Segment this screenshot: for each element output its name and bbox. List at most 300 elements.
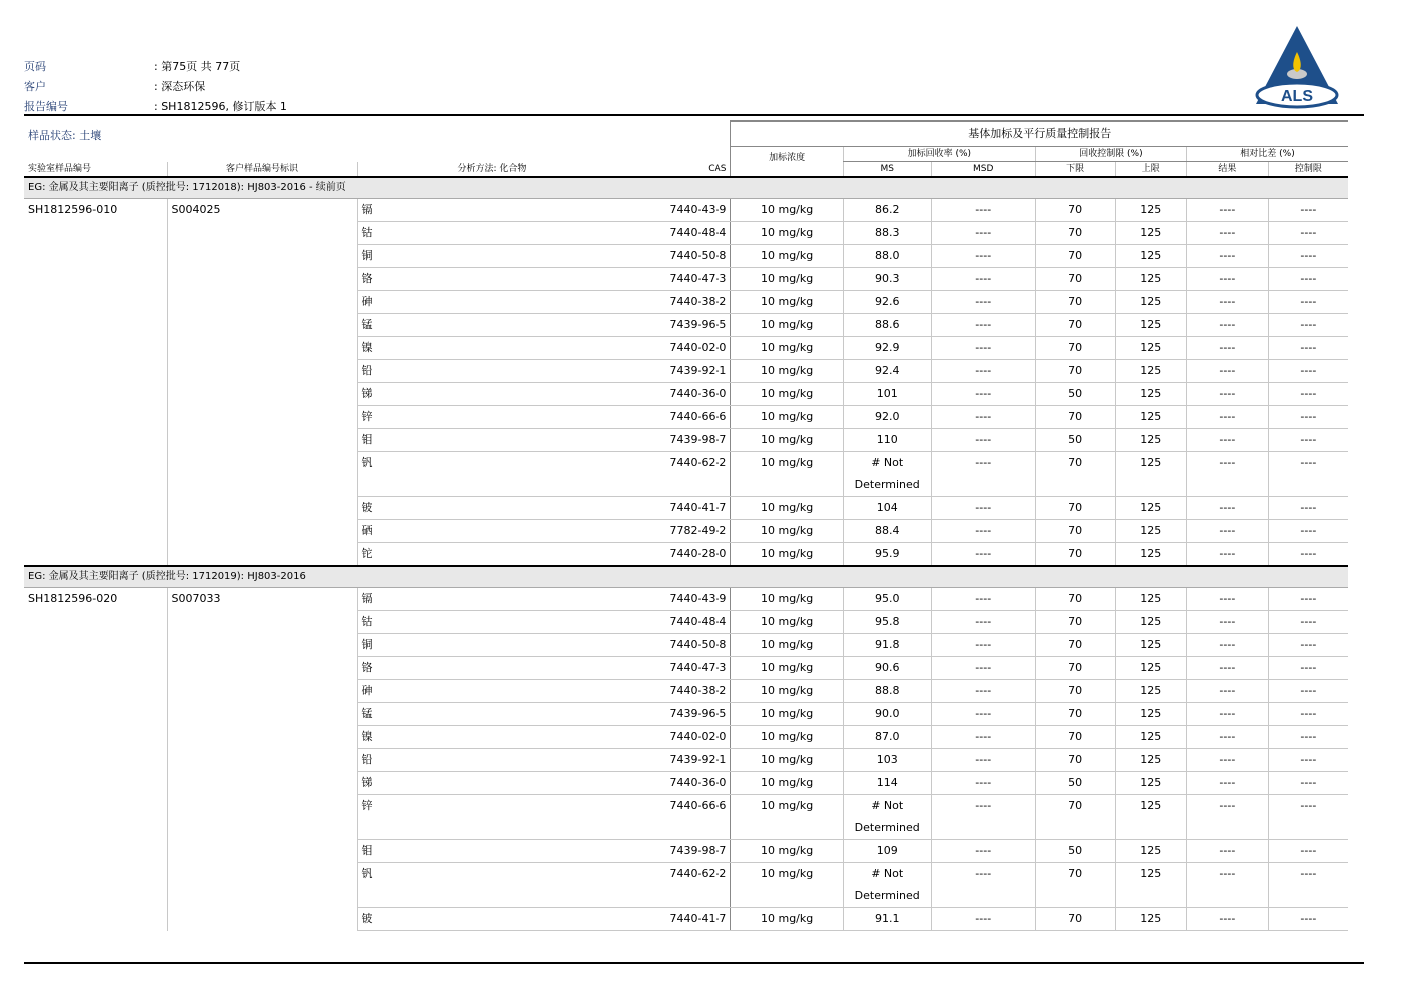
client-sample-id: S007033 [167, 588, 357, 931]
high-limit: 125 [1115, 634, 1187, 657]
rpd-result: ---- [1187, 268, 1269, 291]
bottom-rule [24, 962, 1364, 964]
lab-sample-id: SH1812596-020 [28, 592, 118, 605]
cas-number: 7440-02-0 [669, 341, 727, 354]
table-row [24, 199, 1348, 222]
cas-number: 7440-38-2 [669, 295, 727, 308]
rpd-result: ---- [1187, 611, 1269, 634]
high-limit: 125 [1115, 588, 1187, 611]
msd-value: ---- [931, 543, 1035, 567]
high-limit: 125 [1115, 703, 1187, 726]
msd-value: ---- [931, 657, 1035, 680]
msd-value: ---- [931, 268, 1035, 291]
high-limit: 125 [1115, 749, 1187, 772]
ms-value: 92.9 [843, 337, 931, 360]
rpd-result: ---- [1187, 337, 1269, 360]
rpd-limit: ---- [1268, 520, 1348, 543]
analyte-cell [357, 314, 731, 337]
msd-value: ---- [931, 840, 1035, 863]
msd-value: ---- [931, 314, 1035, 337]
low-limit: 70 [1035, 452, 1115, 497]
lab-sample-id: SH1812596-010 [28, 203, 118, 216]
spike-conc: 10 mg/kg [731, 520, 843, 543]
cas-number: 7440-36-0 [669, 387, 727, 400]
analyte-name: 锰 [361, 707, 373, 720]
rpd-limit: ---- [1268, 772, 1348, 795]
spike-conc: 10 mg/kg [731, 795, 843, 840]
cas-number: 7439-98-7 [669, 844, 727, 857]
high-limit: 125 [1115, 222, 1187, 245]
spike-conc: 10 mg/kg [731, 588, 843, 611]
client-id-header: 客户样品编号标识 [167, 162, 357, 178]
cas-number: 7440-66-6 [669, 799, 727, 812]
high-limit: 125 [1115, 291, 1187, 314]
cas-number: 7440-66-6 [669, 410, 727, 423]
rpd-result: ---- [1187, 908, 1269, 931]
cas-number: 7782-49-2 [669, 524, 727, 537]
high-limit: 125 [1115, 429, 1187, 452]
analyte-cell [357, 840, 731, 863]
cas-number: 7440-50-8 [669, 249, 727, 262]
rpd-limit: ---- [1268, 863, 1348, 908]
logo-text: ALS [1281, 88, 1313, 105]
analyte-name: 铜 [361, 249, 373, 262]
msd-value: ---- [931, 863, 1035, 908]
rpd-result: ---- [1187, 772, 1269, 795]
analyte-name: 锑 [361, 776, 373, 789]
msd-value: ---- [931, 452, 1035, 497]
ms-value: 92.6 [843, 291, 931, 314]
rpd-result: ---- [1187, 588, 1269, 611]
analyte-name: 铅 [361, 753, 373, 766]
rpd-limit: ---- [1268, 429, 1348, 452]
rpd-limit: ---- [1268, 245, 1348, 268]
section-header [24, 566, 1348, 588]
analyte-cell [357, 772, 731, 795]
cas-number: 7440-47-3 [669, 272, 727, 285]
client-label: 客户 [24, 80, 46, 93]
high-limit: 125 [1115, 863, 1187, 908]
low-limit: 70 [1035, 520, 1115, 543]
low-header: 下限 [1035, 162, 1115, 178]
rpd-result: ---- [1187, 497, 1269, 520]
spike-conc: 10 mg/kg [731, 199, 843, 222]
spike-conc: 10 mg/kg [731, 291, 843, 314]
cas-number: 7439-92-1 [669, 753, 727, 766]
analyte-cell [357, 245, 731, 268]
high-limit: 125 [1115, 383, 1187, 406]
rpd-limit: ---- [1268, 222, 1348, 245]
low-limit: 50 [1035, 840, 1115, 863]
rpd-limit: ---- [1268, 703, 1348, 726]
analyte-name: 钼 [361, 844, 373, 857]
rpd-result: ---- [1187, 840, 1269, 863]
analyte-cell [357, 337, 731, 360]
cas-number: 7440-41-7 [669, 912, 727, 925]
rpd-limit: ---- [1268, 360, 1348, 383]
analyte-cell [357, 680, 731, 703]
ms-value: 90.6 [843, 657, 931, 680]
spike-conc: 10 mg/kg [731, 268, 843, 291]
low-limit: 70 [1035, 749, 1115, 772]
high-limit: 125 [1115, 268, 1187, 291]
high-limit: 125 [1115, 795, 1187, 840]
low-limit: 70 [1035, 497, 1115, 520]
ms-value: # Not Determined [843, 795, 931, 840]
report-label: 报告编号 [24, 100, 68, 113]
analyte-cell [357, 726, 731, 749]
analyte-cell [357, 703, 731, 726]
high-limit: 125 [1115, 840, 1187, 863]
client-sample-id: S004025 [167, 199, 357, 567]
analyte-name: 锌 [361, 799, 373, 812]
ms-value: 95.8 [843, 611, 931, 634]
high-limit: 125 [1115, 520, 1187, 543]
control-header: 回收控制限 (%) [1035, 147, 1186, 162]
table-row [24, 588, 1348, 611]
cas-number: 7440-48-4 [669, 226, 727, 239]
ms-value: # Not Determined [843, 452, 931, 497]
msd-value: ---- [931, 245, 1035, 268]
low-limit: 70 [1035, 726, 1115, 749]
analyte-cell [357, 497, 731, 520]
rpd-limit: ---- [1268, 452, 1348, 497]
msd-value: ---- [931, 634, 1035, 657]
analyte-name: 镍 [361, 341, 373, 354]
msd-value: ---- [931, 429, 1035, 452]
analyte-cell [357, 291, 731, 314]
recovery-header: 加标回收率 (%) [843, 147, 1035, 162]
spike-conc: 10 mg/kg [731, 222, 843, 245]
cas-number: 7439-92-1 [669, 364, 727, 377]
analyte-cell [357, 429, 731, 452]
rpd-limit: ---- [1268, 908, 1348, 931]
low-limit: 70 [1035, 291, 1115, 314]
rpd-limit: ---- [1268, 497, 1348, 520]
analyte-name: 硒 [361, 524, 373, 537]
analyte-cell [357, 657, 731, 680]
analyte-name: 铍 [361, 501, 373, 514]
rpd-result: ---- [1187, 749, 1269, 772]
spike-conc: 10 mg/kg [731, 749, 843, 772]
cas-number: 7440-50-8 [669, 638, 727, 651]
low-limit: 70 [1035, 222, 1115, 245]
cas-number: 7440-43-9 [669, 592, 727, 605]
analyte-cell [357, 611, 731, 634]
low-limit: 70 [1035, 268, 1115, 291]
high-limit: 125 [1115, 611, 1187, 634]
ms-value: 92.4 [843, 360, 931, 383]
ms-value: 90.0 [843, 703, 931, 726]
rpd-limit: ---- [1268, 337, 1348, 360]
spike-conc: 10 mg/kg [731, 314, 843, 337]
low-limit: 70 [1035, 680, 1115, 703]
ms-value: 110 [843, 429, 931, 452]
analyte-cell [357, 222, 731, 245]
msd-value: ---- [931, 199, 1035, 222]
analyte-name: 铜 [361, 638, 373, 651]
ms-value: 86.2 [843, 199, 931, 222]
msd-value: ---- [931, 406, 1035, 429]
high-limit: 125 [1115, 726, 1187, 749]
rpd-result: ---- [1187, 863, 1269, 908]
low-limit: 70 [1035, 406, 1115, 429]
cas-number: 7440-62-2 [669, 456, 727, 469]
low-limit: 70 [1035, 634, 1115, 657]
analyte-cell [357, 749, 731, 772]
low-limit: 70 [1035, 314, 1115, 337]
rpd-limit: ---- [1268, 611, 1348, 634]
low-limit: 70 [1035, 245, 1115, 268]
rpd-result: ---- [1187, 726, 1269, 749]
rpd-result: ---- [1187, 703, 1269, 726]
high-limit: 125 [1115, 245, 1187, 268]
spike-conc: 10 mg/kg [731, 634, 843, 657]
analyte-name: 钒 [361, 867, 373, 880]
spike-conc: 10 mg/kg [731, 360, 843, 383]
limit-header: 控制限 [1268, 162, 1348, 178]
rpd-result: ---- [1187, 680, 1269, 703]
ms-value: 92.0 [843, 406, 931, 429]
rpd-result: ---- [1187, 245, 1269, 268]
ms-value: 88.6 [843, 314, 931, 337]
analyte-cell [357, 406, 731, 429]
qc-table [24, 120, 1348, 931]
msd-value: ---- [931, 772, 1035, 795]
high-limit: 125 [1115, 337, 1187, 360]
rpd-limit: ---- [1268, 749, 1348, 772]
ms-value: 88.3 [843, 222, 931, 245]
low-limit: 70 [1035, 337, 1115, 360]
analyte-cell [357, 360, 731, 383]
low-limit: 70 [1035, 703, 1115, 726]
cas-number: 7440-38-2 [669, 684, 727, 697]
client-value: : 深态环保 [154, 80, 206, 93]
rpd-result: ---- [1187, 222, 1269, 245]
high-limit: 125 [1115, 497, 1187, 520]
analyte-name: 铍 [361, 912, 373, 925]
analyte-cell [357, 863, 731, 908]
low-limit: 70 [1035, 588, 1115, 611]
analyte-name: 铅 [361, 364, 373, 377]
ms-value: 90.3 [843, 268, 931, 291]
spike-conc: 10 mg/kg [731, 406, 843, 429]
high-header: 上限 [1115, 162, 1187, 178]
high-limit: 125 [1115, 657, 1187, 680]
msd-value: ---- [931, 360, 1035, 383]
rpd-limit: ---- [1268, 268, 1348, 291]
msd-value: ---- [931, 497, 1035, 520]
high-limit: 125 [1115, 543, 1187, 567]
rpd-result: ---- [1187, 291, 1269, 314]
analyte-name: 钼 [361, 433, 373, 446]
spike-conc-header: 加标浓度 [731, 147, 843, 178]
ms-value: 88.0 [843, 245, 931, 268]
ms-value: 87.0 [843, 726, 931, 749]
rpd-limit: ---- [1268, 406, 1348, 429]
msd-value: ---- [931, 611, 1035, 634]
rpd-result: ---- [1187, 543, 1269, 567]
msd-value: ---- [931, 383, 1035, 406]
analyte-name: 钒 [361, 456, 373, 469]
rpd-result: ---- [1187, 452, 1269, 497]
sample-state: 样品状态: 土壤 [28, 129, 102, 142]
cas-number: 7439-98-7 [669, 433, 727, 446]
ms-value: 103 [843, 749, 931, 772]
analyte-name: 铬 [361, 661, 373, 674]
msd-value: ---- [931, 680, 1035, 703]
high-limit: 125 [1115, 680, 1187, 703]
low-limit: 50 [1035, 429, 1115, 452]
msd-value: ---- [931, 222, 1035, 245]
rpd-limit: ---- [1268, 314, 1348, 337]
spike-conc: 10 mg/kg [731, 337, 843, 360]
low-limit: 50 [1035, 772, 1115, 795]
rpd-limit: ---- [1268, 634, 1348, 657]
page-label: 页码 [24, 60, 46, 73]
rpd-limit: ---- [1268, 291, 1348, 314]
spike-conc: 10 mg/kg [731, 772, 843, 795]
cas-number: 7440-43-9 [669, 203, 727, 216]
msd-value: ---- [931, 337, 1035, 360]
msd-value: ---- [931, 795, 1035, 840]
cas-number: 7440-62-2 [669, 867, 727, 880]
spike-conc: 10 mg/kg [731, 726, 843, 749]
ms-value: 91.1 [843, 908, 931, 931]
rpd-limit: ---- [1268, 543, 1348, 567]
spike-conc: 10 mg/kg [731, 840, 843, 863]
ms-value: # Not Determined [843, 863, 931, 908]
msd-value: ---- [931, 908, 1035, 931]
cas-number: 7440-36-0 [669, 776, 727, 789]
analyte-name: 铬 [361, 272, 373, 285]
als-logo-icon [1252, 22, 1342, 110]
analyte-name: 砷 [361, 684, 373, 697]
ms-value: 101 [843, 383, 931, 406]
msd-value: ---- [931, 588, 1035, 611]
ms-value: 88.8 [843, 680, 931, 703]
low-limit: 70 [1035, 863, 1115, 908]
cas-number: 7440-48-4 [669, 615, 727, 628]
msd-value: ---- [931, 291, 1035, 314]
ms-value: 114 [843, 772, 931, 795]
rpd-limit: ---- [1268, 795, 1348, 840]
low-limit: 70 [1035, 908, 1115, 931]
high-limit: 125 [1115, 360, 1187, 383]
msd-value: ---- [931, 749, 1035, 772]
cas-number: 7440-41-7 [669, 501, 727, 514]
analyte-cell [357, 795, 731, 840]
low-limit: 70 [1035, 543, 1115, 567]
rpd-result: ---- [1187, 634, 1269, 657]
method-header: 分析方法: 化合物 CAS [357, 162, 731, 178]
ms-value: 95.0 [843, 588, 931, 611]
rpd-result: ---- [1187, 314, 1269, 337]
result-header: 结果 [1187, 162, 1269, 178]
cas-number: 7440-28-0 [669, 547, 727, 560]
msd-value: ---- [931, 726, 1035, 749]
spike-conc: 10 mg/kg [731, 657, 843, 680]
analyte-name: 镉 [361, 592, 373, 605]
analyte-cell [357, 199, 731, 222]
spike-conc: 10 mg/kg [731, 452, 843, 497]
rpd-limit: ---- [1268, 383, 1348, 406]
rpd-result: ---- [1187, 199, 1269, 222]
msd-value: ---- [931, 520, 1035, 543]
rpd-result: ---- [1187, 383, 1269, 406]
rpd-limit: ---- [1268, 680, 1348, 703]
high-limit: 125 [1115, 314, 1187, 337]
analyte-name: 锌 [361, 410, 373, 423]
spike-conc: 10 mg/kg [731, 543, 843, 567]
ms-header: MS [843, 162, 931, 178]
low-limit: 70 [1035, 199, 1115, 222]
analyte-cell [357, 588, 731, 611]
ms-value: 88.4 [843, 520, 931, 543]
high-limit: 125 [1115, 406, 1187, 429]
spike-conc: 10 mg/kg [731, 245, 843, 268]
high-limit: 125 [1115, 908, 1187, 931]
rpd-limit: ---- [1268, 199, 1348, 222]
report-value: : SH1812596, 修订版本 1 [154, 100, 287, 113]
spike-conc: 10 mg/kg [731, 611, 843, 634]
analyte-cell [357, 543, 731, 567]
analyte-name: 锑 [361, 387, 373, 400]
rpd-result: ---- [1187, 429, 1269, 452]
section-title: EG: 金属及其主要阳离子 (质控批号: 1712018): HJ803-2016 - 续前页 [24, 177, 1348, 199]
rpd-result: ---- [1187, 360, 1269, 383]
analyte-cell [357, 268, 731, 291]
cas-number: 7440-02-0 [669, 730, 727, 743]
cas-number: 7440-47-3 [669, 661, 727, 674]
spike-conc: 10 mg/kg [731, 497, 843, 520]
analyte-cell [357, 520, 731, 543]
spike-conc: 10 mg/kg [731, 680, 843, 703]
analyte-cell [357, 634, 731, 657]
ms-value: 91.8 [843, 634, 931, 657]
high-limit: 125 [1115, 772, 1187, 795]
low-limit: 70 [1035, 611, 1115, 634]
rpd-limit: ---- [1268, 657, 1348, 680]
low-limit: 70 [1035, 795, 1115, 840]
rpd-limit: ---- [1268, 726, 1348, 749]
analyte-name: 钴 [361, 615, 373, 628]
rpd-limit: ---- [1268, 840, 1348, 863]
analyte-name: 锰 [361, 318, 373, 331]
rpd-result: ---- [1187, 520, 1269, 543]
low-limit: 50 [1035, 383, 1115, 406]
cas-number: 7439-96-5 [669, 707, 727, 720]
rpd-header: 相对比差 (%) [1187, 147, 1349, 162]
high-limit: 125 [1115, 199, 1187, 222]
analyte-cell [357, 452, 731, 497]
cas-number: 7439-96-5 [669, 318, 727, 331]
msd-header: MSD [931, 162, 1035, 178]
ms-value: 109 [843, 840, 931, 863]
ms-value: 95.9 [843, 543, 931, 567]
rpd-result: ---- [1187, 406, 1269, 429]
spike-conc: 10 mg/kg [731, 383, 843, 406]
analyte-cell [357, 383, 731, 406]
top-rule [24, 114, 1364, 116]
spike-conc: 10 mg/kg [731, 429, 843, 452]
analyte-name: 钴 [361, 226, 373, 239]
lab-id-header: 实验室样品编号 [24, 162, 167, 178]
rpd-result: ---- [1187, 795, 1269, 840]
rpd-limit: ---- [1268, 588, 1348, 611]
analyte-name: 镍 [361, 730, 373, 743]
section-title: EG: 金属及其主要阳离子 (质控批号: 1712019): HJ803-2016 [24, 566, 1348, 588]
